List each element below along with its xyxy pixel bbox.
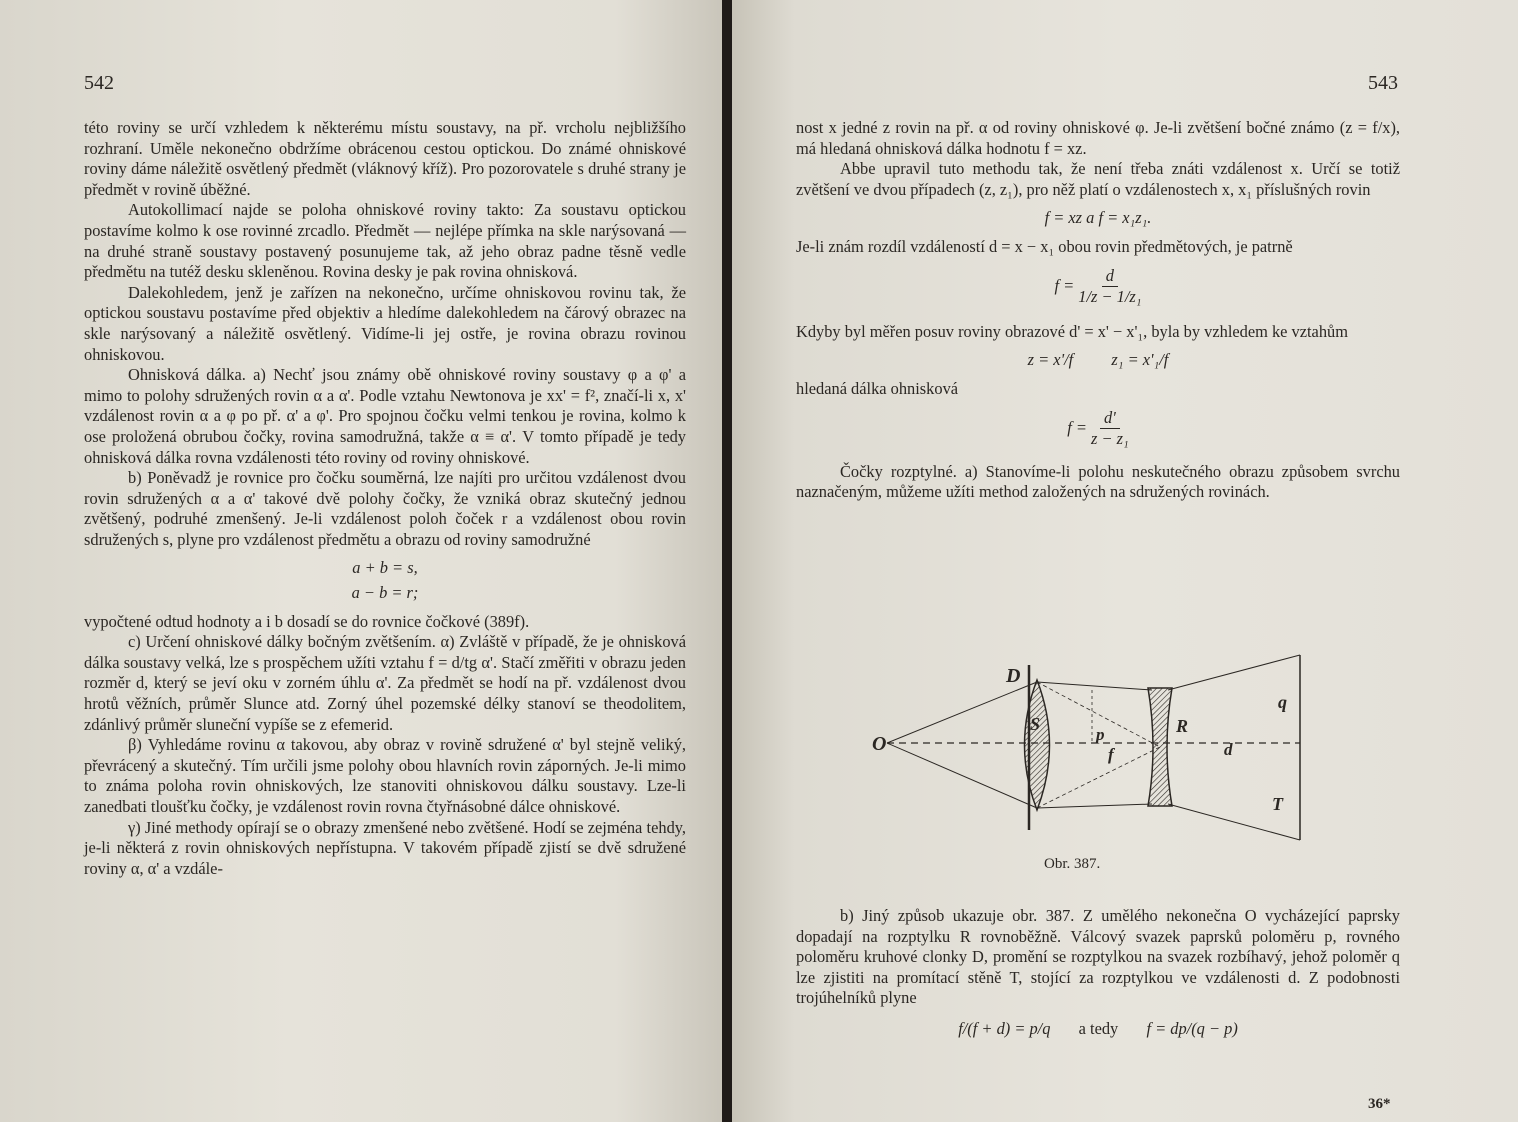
signature-mark: 36* (1368, 1096, 1391, 1112)
right-body (796, 118, 1400, 503)
equation-connector: a tedy (1078, 1018, 1119, 1038)
equation-fraction (796, 266, 1400, 308)
equation: a − b = r; (351, 583, 419, 603)
label-R: R (1176, 716, 1189, 736)
right-body-bottom (796, 906, 1400, 1050)
paragraph: β) Vyhledáme rovinu α takovou, aby obraz v rovině sdružené α' byl stejně veliký, převrácený a skutečný. Tím určili jsme polohy obou hlavních rovin záporných. Je-li mimo to známa poloha rovin ohniskových, lze stanoviti ohniskovou dálku soustavy. Lze-li zanedbati tloušťku čočky, je vzdálenost rovin rovna čtyřnásobné dálce ohniskové. (84, 735, 686, 816)
optics-figure (872, 650, 1312, 850)
paragraph: γ) Jiné methody opírají se o obrazy zmenšené nebo zvětšené. Hodí se zejména tehdy, je-li některá z rovin ohniskových nepřístupna. V takovém případě zjistí se dvě sdružené roviny α, α' a vzdále- (84, 817, 686, 878)
paragraph: Ohnisková dálka. a) Nechť jsou známy obě ohniskové roviny soustavy φ a φ' a mimo to polohy sdružených rovin α a α'. Podle vztahu Newtonova je xx' = f², značí-li x, x' vzdálenost rovin α a φ po př. α' a φ'. Pro spojnou čočku velmi tenkou je rovina, kolmo k ose proložená obrubou čočky, rovina samodružná, takže α ≡ α'. V tomto případě je tedy ohnisková dálka rovna vzdálenosti této roviny od roviny ohniskové. (84, 365, 686, 467)
left-page (0, 0, 724, 1122)
label-T: T (1272, 794, 1283, 814)
fraction (1091, 408, 1129, 450)
label-S: S (1030, 714, 1041, 734)
equation-lhs: f = (1054, 275, 1075, 295)
equation-pair (796, 350, 1400, 371)
paragraph: Abbe upravil tuto methodu tak, že není třeba znáti vzdálenost x. Určí se totiž zvětšení ve dvou případech (z, z₁), pro něž platí o vzdálenostech x, x₁ příslušných rovin (796, 159, 1400, 199)
page-number: 542 (84, 72, 114, 94)
equation: z₁ = x'₁/f (1111, 350, 1169, 370)
equation-final (796, 1019, 1400, 1040)
page-number: 543 (1368, 72, 1398, 94)
paragraph: této roviny se určí vzhledem k některému místu soustavy, na př. vrcholu nejbližšího rozhraní. Uměle nekonečno obdržíme obrácenou cestou optickou. Do známé ohniskové roviny dáme náležitě osvětlený předmět (vláknový kříž). Pro pozorovatele s druhé strany je předmět v rovině úběžné. (84, 118, 686, 199)
fraction (1078, 266, 1141, 308)
numerator: d (1102, 266, 1118, 288)
right-page (732, 0, 1518, 1122)
label-d: d (1224, 740, 1233, 759)
ray (1037, 804, 1152, 808)
equation-fraction (796, 408, 1400, 450)
equation: f = dp/(q − p) (1146, 1018, 1238, 1038)
ray (1037, 747, 1160, 808)
denominator: 1/z − 1/z₁ (1078, 287, 1142, 307)
equation: f/(f + d) = p/q (958, 1018, 1051, 1038)
paragraph: vypočtené odtud hodnoty a i b dosadí se do rovnice čočkové (389f). (84, 611, 530, 631)
denominator: z − z₁ (1091, 429, 1129, 449)
paragraph: b) Poněvadž je rovnice pro čočku souměrná, lze najíti pro určitou vzdálenost dvou rovin sdružených α a α' takové dvě polohy čočky, že vzniká obraz skutečný jednou zvětšený, podruhé zmenšený. Je-li vzdálenost poloh čoček r a vzdálenost obou rovin sdružených s, plyne pro vzdálenost předmětu a obrazu od roviny samodružné (84, 468, 686, 549)
paragraph: hledaná dálka ohnisková (796, 378, 959, 398)
ray (887, 743, 1037, 808)
paragraph: Čočky rozptylné. a) Stanovíme-li polohu neskutečného obrazu způsobem svrchu naznačeným, můžeme užíti method založených na sdružených rovinách. (796, 461, 1400, 502)
paragraph: Je-li znám rozdíl vzdáleností d = x − x₁ obou rovin předmětových, je patrně (796, 236, 1293, 256)
paragraph: b) Jiný způsob ukazuje obr. 387. Z umělého nekonečna O vycházející paprsky dopadají na rozptylku R rovnoběžně. Válcový svazek paprsků poloměru p, rovného poloměru kruhové clonky D, promění se rozptylkou na svazek rozbíhavý, jehož poloměr q lze zjistiti na promítací stěně T, stojící za rozptylkou ve vzdálenosti d. Z podobnosti trojúhelníků plyne (796, 906, 1400, 1008)
label-D: D (1006, 665, 1021, 687)
paragraph: Kdyby byl měřen posuv roviny obrazové d' = x' − x'₁, byla by vzhledem ke vztahům (796, 321, 1348, 341)
equation: f = xz a f = x₁z₁. (1044, 208, 1152, 228)
equation: a + b = s, (352, 558, 418, 578)
equation: z = x'/f (1027, 350, 1074, 370)
ray (1168, 655, 1300, 690)
paragraph: nost x jedné z rovin na př. α od roviny ohniskové φ. Je-li zvětšení bočné známo (z = f/x), má hledaná ohnisková dálka hodnotu f = xz. (796, 118, 1400, 158)
paragraph: Autokollimací najde se poloha ohniskové roviny takto: Za soustavu optickou postavíme kolmo k ose rovinné zrcadlo. Předmět — nejlépe přímka na skle narýsovaná — na druhé straně soustavy postavený posunujeme tak, až jeho obraz padne těsně vedle předmětu na tutéž desku skleněnou. Rovina desky je pak rovina ohnisková. (84, 200, 686, 282)
label-f: f (1108, 745, 1114, 764)
numerator: d' (1100, 408, 1120, 430)
label-p: p (1096, 725, 1105, 744)
label-O: O (872, 733, 887, 755)
paragraph: c) Určení ohniskové dálky bočným zvětšením. α) Zvláště v případě, že je ohnisková dálka soustavy velká, lze s prospěchem užíti vztahu f = d/tg α'. Stačí změřiti v obrazu jeden rozměr d, který se jeví oku v zorném úhlu α'. Za předmět se hodí na př. vzdálenost dvou hrotů věžních, průměr Slunce atd. Zorný úhel pozemské délky stanoví se theodolitem, zdánlivý průměr sluneční vypíše se z efemerid. (84, 632, 686, 734)
figure-caption: Obr. 387. (1044, 856, 1101, 872)
ray (1037, 682, 1152, 690)
paragraph: Dalekohledem, jenž je zařízen na nekonečno, určíme ohniskovou rovinu tak, že optickou soustavu postavíme před objektiv a hledíme dalekohledem na čárový obrazec na skle narýsovaný a náležitě osvětlený. Vidíme-li jej ostře, je rovina obrazu rovinou ohniskovou. (84, 282, 686, 364)
left-body (84, 118, 686, 879)
equation-lhs: f = (1067, 417, 1087, 437)
label-q: q (1278, 692, 1287, 712)
ray (887, 682, 1037, 743)
